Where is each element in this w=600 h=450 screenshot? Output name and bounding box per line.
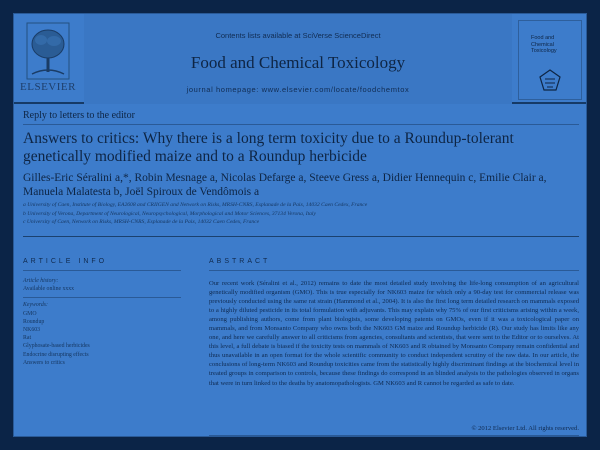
keyword: Roundup [23,318,45,325]
journal-header [14,14,587,104]
divider [23,297,181,298]
article-info-heading: ARTICLE INFO [23,258,108,265]
article-page [13,13,587,437]
divider [209,435,579,436]
divider [23,236,579,237]
keywords-label: Keywords: [23,302,48,309]
cover-emblem-icon [535,67,565,93]
cover-line: Chemical [531,41,554,48]
elsevier-logo [20,22,76,102]
keyword: Rat [23,335,32,342]
history-value: Available online xxxx [23,286,75,293]
journal-masthead [84,14,512,104]
author-list: Gilles-Eric Séralini a,*, Robin Mesnage a, Nicolas Defarge a, Steeve Gress a, Didier Hennequin c, Emilie Clair a, Manuela Malatesta b, Joël Spiroux de Vendômois a [23,172,547,198]
divider [23,270,181,271]
article-type: Reply to letters to the editor [23,110,135,121]
journal-cover-thumbnail [518,20,582,100]
affiliation: c University of Caen, Network on Risks, MRSH-CNRS, Esplanade de la Paix, 14032 Caen Cedex, France [23,219,260,225]
tree-icon [26,22,70,80]
history-label: Article history: [23,278,59,284]
affiliations [23,201,579,227]
cover-line: Food and [531,35,555,41]
keyword: Glyphosate-based herbicides [23,343,90,350]
keyword: GMO [23,310,37,317]
journal-title: Food and Chemical Toxicology [190,53,406,72]
affiliation: a University of Caen, Institute of Biology, EA2608 and CRIIGEN and Network on Risks, MRSH-CNRS, Esplanade de la Paix, 14032 Caen Cedex, France [23,202,368,208]
divider [209,270,579,271]
abstract-text: Our recent work (Séralini et al., 2012) remains to date the most detailed study involving the life-long consumption of an agricultural genetically modified organism (GMO). This is true especially for NK603 maize for which only a 90-day test for commercial release was previously conducted using the same rat strain (Hammond et al., 2004). It is also the first long term detailed research on mammals exposed to a highly diluted pesticide in its total formulation with adjuvants. This may explain why 75% of our first criticisms arising within a week, among publishing authors, come from plant biologists, some developing patents on GMOs, even if it was a toxicological paper on mammals, and from Monsanto Company who owns both the NK603 GM maize and Roundup herbicide (R). Our study has limits like any one, and here we carefully answer to all criticisms from agencies, consultants and scientists, that were sent to the Editor or to ourselves. At this level, a full debate is biased if the toxicity tests on mammals of NK603 and R obtained by Monsanto Company remain confidential and thus unavailable in an open format for the whole scientific community to conduct independent scrutiny of the raw data. In our article, the conclusions of long-term NK603 and Roundup toxicities came from the statistically highly discriminant findings at the biochemical level in treated groups in comparison to controls, because these findings do correspond in an blinded analysis to the pathologies observed in organs that were in turn linked to the deaths by anatomopathologists. GM NK603 and R cannot be regarded as safe to date. [209,280,579,387]
divider [23,124,579,125]
affiliation: b University of Verona, Department of Neurological, Neuropsychological, Morphological and Motor Sciences, 37134 Verona, Italy [23,210,316,217]
article-info-panel [23,277,183,367]
copyright-notice: © 2012 Elsevier Ltd. All rights reserved. [471,425,579,432]
publisher-name: ELSEVIER [20,81,76,93]
article-title: Answers to critics: Why there is a long term toxicity due to a Roundup-tolerant genetically modified maize and to a Roundup herbicide [23,130,514,165]
keyword: NK603 [23,327,41,334]
keyword: Answers to critics [23,359,65,366]
journal-homepage-link[interactable]: journal homepage: www.elsevier.com/locate/foodchemtox [186,85,410,94]
contents-line[interactable]: Contents lists available at SciVerse ScienceDirect [215,31,381,40]
keyword: Endocrine disrupting effects [23,351,89,358]
abstract-heading: ABSTRACT [209,258,271,265]
cover-line: Toxicology [531,48,557,54]
